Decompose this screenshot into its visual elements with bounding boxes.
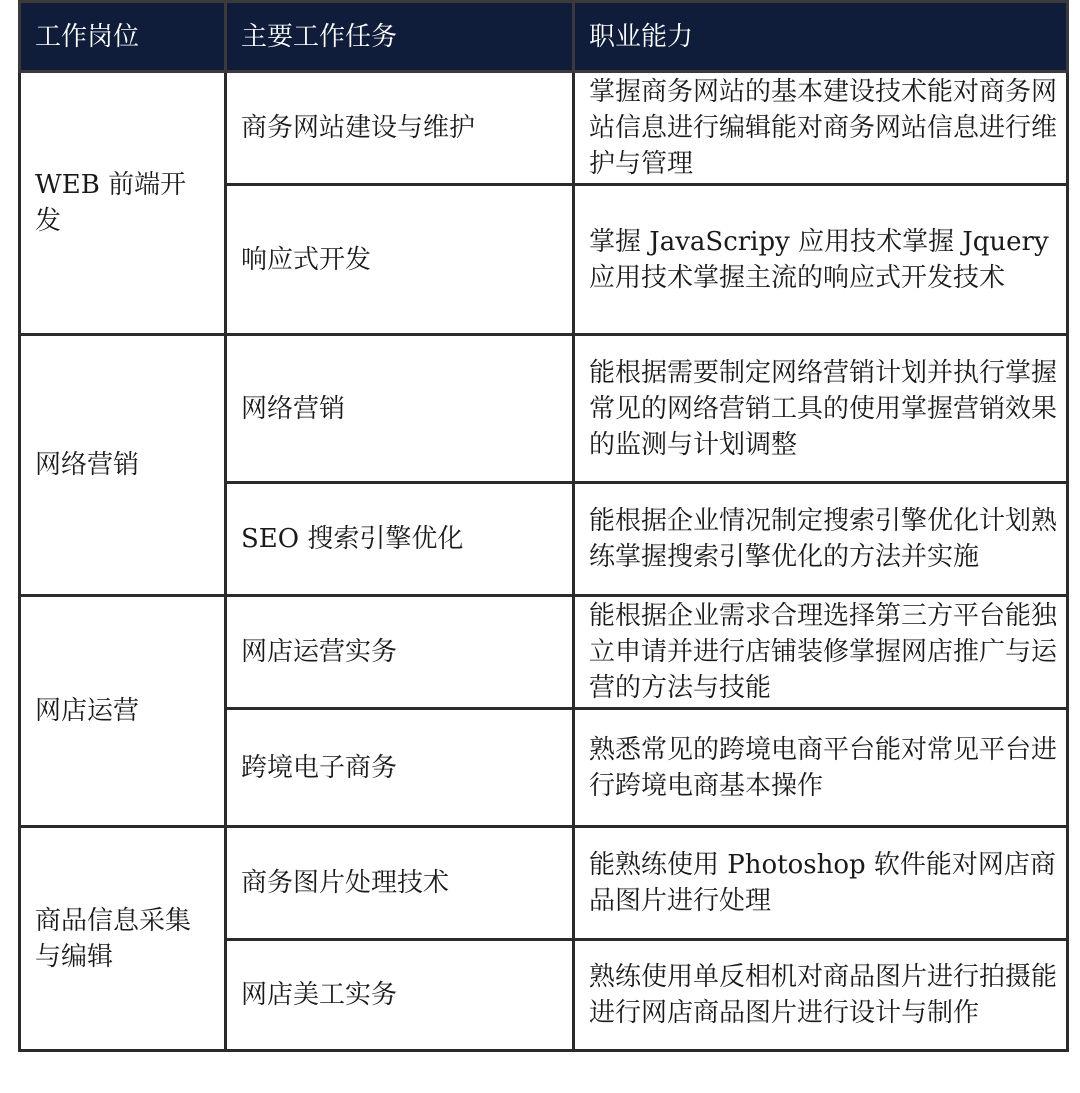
table-row — [20, 72, 1068, 185]
task-cell: 网络营销 — [226, 335, 574, 483]
role-cell-network-marketing: 网络营销 — [20, 335, 226, 596]
ability-cell: 掌握 JavaScripy 应用技术掌握 Jquery 应用技术掌握主流的响应式开发技术 — [574, 185, 1068, 335]
ability-cell: 掌握商务网站的基本建设技术能对商务网站信息进行编辑能对商务网站信息进行维护与管理 — [574, 72, 1068, 185]
job-ability-table-wrapper — [18, 0, 1066, 1052]
task-cell: 跨境电子商务 — [226, 709, 574, 827]
ability-cell: 能根据企业情况制定搜索引擎优化计划熟练掌握搜索引擎优化的方法并实施 — [574, 483, 1068, 596]
table-header-row — [20, 2, 1068, 72]
task-cell: 响应式开发 — [226, 185, 574, 335]
header-job-position: 工作岗位 — [20, 2, 226, 72]
task-cell: 商务图片处理技术 — [226, 827, 574, 940]
table-row — [20, 335, 1068, 483]
header-professional-ability: 职业能力 — [574, 2, 1068, 72]
ability-cell: 能根据需要制定网络营销计划并执行掌握常见的网络营销工具的使用掌握营销效果的监测与计划调整 — [574, 335, 1068, 483]
header-main-tasks: 主要工作任务 — [226, 2, 574, 72]
ability-cell: 熟练使用单反相机对商品图片进行拍摄能进行网店商品图片进行设计与制作 — [574, 940, 1068, 1051]
task-cell: 商务网站建设与维护 — [226, 72, 574, 185]
role-cell-web-frontend: WEB 前端开发 — [20, 72, 226, 335]
ability-cell: 能根据企业需求合理选择第三方平台能独立申请并进行店铺装修掌握网店推广与运营的方法与技能 — [574, 596, 1068, 709]
task-cell: SEO 搜索引擎优化 — [226, 483, 574, 596]
role-cell-product-info-editing: 商品信息采集与编辑 — [20, 827, 226, 1051]
task-cell: 网店美工实务 — [226, 940, 574, 1051]
role-cell-online-store-operation: 网店运营 — [20, 596, 226, 827]
task-cell: 网店运营实务 — [226, 596, 574, 709]
job-ability-table — [18, 0, 1069, 1052]
ability-cell: 能熟练使用 Photoshop 软件能对网店商品图片进行处理 — [574, 827, 1068, 940]
table-row — [20, 827, 1068, 940]
table-row — [20, 596, 1068, 709]
ability-cell: 熟悉常见的跨境电商平台能对常见平台进行跨境电商基本操作 — [574, 709, 1068, 827]
